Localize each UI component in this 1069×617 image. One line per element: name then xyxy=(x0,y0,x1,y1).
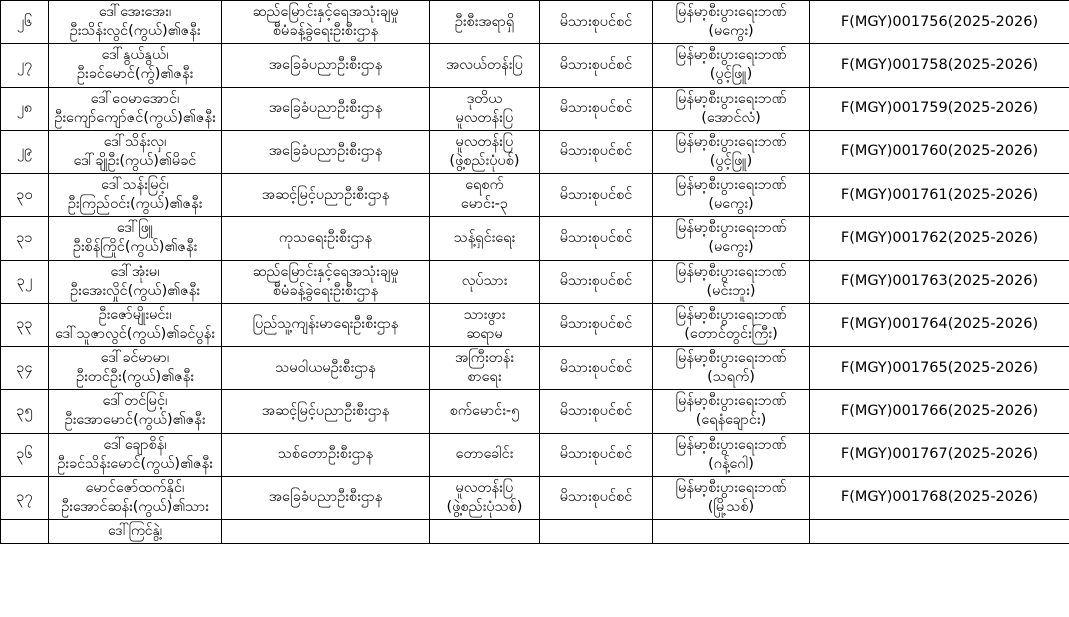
cell-name xyxy=(49,130,222,173)
office-line-1: မြန်မာ့စီးပွားရေးဘဏ် xyxy=(675,393,787,410)
post-line-1: ဒုတိယ xyxy=(466,90,503,107)
post-line-1: မူလတန်းပြ xyxy=(455,479,514,496)
office-line-2: (သရက်) xyxy=(707,369,755,386)
table-row xyxy=(1,87,1069,130)
table-row xyxy=(1,174,1069,217)
cell-post xyxy=(430,174,540,217)
name-line-2: ဦးသိန်းလွင်(ကွယ်)၏ဇနီး xyxy=(69,23,201,40)
cell-reference-code: F(MGY)001765(2025-2026) xyxy=(810,347,1069,390)
cell-pension-type xyxy=(540,520,653,544)
office-line-2: (ပွင့်ဖြူ) xyxy=(709,152,753,169)
cell-office xyxy=(653,476,810,519)
cell-department xyxy=(222,174,430,217)
cell-name xyxy=(49,347,222,390)
cell-department xyxy=(222,303,430,346)
cell-pension-type: မိသားစုပင်စင် xyxy=(540,433,653,476)
name-line-1: ဒေါ်အုံးမ၊ xyxy=(110,263,160,280)
cell-department xyxy=(222,520,430,544)
office-line-1: မြန်မာ့စီးပွားရေးဘဏ် xyxy=(675,479,787,496)
cell-serial-number: ၃၆ xyxy=(1,433,49,476)
cell-serial-number: ၃၁ xyxy=(1,217,49,260)
name-line-1: ဒေါ်ဖြူ xyxy=(116,220,154,237)
department-line-2: စီမံခန့်ခွဲရေးဦးစီးဌာန xyxy=(272,23,379,40)
department-line-1: သမဝါယမဦးစီးဌာန xyxy=(275,359,376,376)
cell-name xyxy=(49,520,222,544)
table-row xyxy=(1,130,1069,173)
post-line-2: (ဖွဲ့စည်းပုံပစ်) xyxy=(449,152,520,169)
post-line-1: ဦးစီးအရာရှိ xyxy=(454,13,515,30)
post-line-1: လုပ်သား xyxy=(461,273,508,290)
cell-post xyxy=(430,217,540,260)
cell-department xyxy=(222,87,430,130)
table-row-partial xyxy=(1,520,1069,544)
department-line-1: ဆည်မြောင်းနှင့်ရေအသုံးချမှု xyxy=(252,263,399,280)
cell-office xyxy=(653,303,810,346)
cell-pension-type: မိသားစုပင်စင် xyxy=(540,303,653,346)
name-line-2: ဦးစိန်ကြိုင်(ကွယ်)၏ဇနီး xyxy=(72,239,198,256)
table-row xyxy=(1,347,1069,390)
cell-post xyxy=(430,520,540,544)
cell-reference-code: F(MGY)001762(2025-2026) xyxy=(810,217,1069,260)
name-line-1: ဒေါ်တင်မြင့်၊ xyxy=(102,393,168,410)
department-line-1: အခြေခံပညာဦးစီးဌာန xyxy=(268,489,383,506)
cell-name xyxy=(49,390,222,433)
cell-serial-number: ၃၂ xyxy=(1,260,49,303)
office-line-1: မြန်မာ့စီးပွားရေးဘဏ် xyxy=(675,177,787,193)
office-line-1: မြန်မာ့စီးပွားရေးဘဏ် xyxy=(675,263,787,280)
office-line-1: မြန်မာ့စီးပွားရေးဘဏ် xyxy=(675,90,787,107)
cell-serial-number: ၃၇ xyxy=(1,476,49,519)
cell-post xyxy=(430,130,540,173)
cell-office xyxy=(653,44,810,87)
cell-post xyxy=(430,44,540,87)
cell-name xyxy=(49,303,222,346)
cell-post xyxy=(430,1,540,44)
post-line-1: ရေစက် xyxy=(465,177,504,193)
cell-office xyxy=(653,347,810,390)
cell-office xyxy=(653,433,810,476)
cell-post xyxy=(430,433,540,476)
cell-serial-number xyxy=(1,520,49,544)
name-line-1: ဒေါ်ခင်မာမာ၊ xyxy=(100,350,170,366)
post-line-2: (ဖွဲ့စည်းပုံသစ်) xyxy=(446,498,523,515)
cell-reference-code: F(MGY)001763(2025-2026) xyxy=(810,260,1069,303)
name-line-2: ဦးအောမောင်(ကွယ်)၏ဇနီး xyxy=(64,412,206,429)
cell-serial-number: ၃၅ xyxy=(1,390,49,433)
post-line-1: အကြီးတန်း xyxy=(455,350,514,366)
cell-office xyxy=(653,87,810,130)
cell-office xyxy=(653,260,810,303)
cell-post xyxy=(430,390,540,433)
office-line-2: (မြို့သစ်) xyxy=(707,498,755,515)
name-line-2: ဦးအောင်ဆန်း(ကွယ်)၏သား xyxy=(61,498,209,515)
cell-pension-type: မိသားစုပင်စင် xyxy=(540,174,653,217)
cell-reference-code: F(MGY)001758(2025-2026) xyxy=(810,44,1069,87)
cell-department xyxy=(222,217,430,260)
cell-reference-code: F(MGY)001764(2025-2026) xyxy=(810,303,1069,346)
name-line-1: ဒေါ်အေးအေး၊ xyxy=(98,4,172,20)
office-line-1: မြန်မာ့စီးပွားရေးဘဏ် xyxy=(675,47,787,64)
department-line-1: အခြေခံပညာဦးစီးဌာန xyxy=(268,100,383,117)
cell-name xyxy=(49,87,222,130)
department-line-1: အခြေခံပညာဦးစီးဌာန xyxy=(268,56,383,73)
post-line-2: စာရေး xyxy=(467,369,502,386)
name-line-2: ဦးတင်ဦး(ကွယ်)၏ဇနီး xyxy=(76,369,194,386)
post-line-1: သားဖွား xyxy=(463,306,506,323)
cell-name xyxy=(49,1,222,44)
office-line-1: မြန်မာ့စီးပွားရေးဘဏ် xyxy=(675,350,787,366)
department-line-1: ပြည်သူ့ကျန်းမာရေးဦးစီးဌာန xyxy=(252,316,399,333)
cell-reference-code xyxy=(810,520,1069,544)
department-line-1: ကုသရေးဦးစီးဌာန xyxy=(278,229,373,246)
cell-name xyxy=(49,174,222,217)
department-line-1: ဆည်မြောင်းနှင့်ရေအသုံးချမှု xyxy=(252,4,399,20)
post-line-1: အလယ်တန်းပြ xyxy=(446,56,523,73)
table-row xyxy=(1,390,1069,433)
cell-reference-code: F(MGY)001767(2025-2026) xyxy=(810,433,1069,476)
cell-pension-type: မိသားစုပင်စင် xyxy=(540,44,653,87)
cell-reference-code: F(MGY)001759(2025-2026) xyxy=(810,87,1069,130)
cell-post xyxy=(430,347,540,390)
table-row xyxy=(1,44,1069,87)
office-line-2: (အောင်လံ) xyxy=(701,109,761,126)
name-line-1: ဒေါ်ကြင်နွဲ့၊ xyxy=(108,523,162,539)
office-line-2: (ရေနံချောင်း) xyxy=(695,412,767,429)
office-line-2: (မကွေး) xyxy=(708,239,754,256)
cell-post xyxy=(430,476,540,519)
cell-pension-type: မိသားစုပင်စင် xyxy=(540,476,653,519)
cell-pension-type: မိသားစုပင်စင် xyxy=(540,1,653,44)
cell-department xyxy=(222,1,430,44)
cell-reference-code: F(MGY)001760(2025-2026) xyxy=(810,130,1069,173)
name-line-1: ဒေါ်နွယ်နွယ်၊ xyxy=(101,47,169,64)
post-line-2: မောင်း-၃ xyxy=(460,196,509,213)
cell-office xyxy=(653,390,810,433)
name-line-2: ဦးကျော်ကျော်ဇင်(ကွယ်)၏ဇနီး xyxy=(54,109,216,126)
name-line-2: ဒေါ်ချိုဦး(ကွယ်)၏မိခင် xyxy=(73,152,197,169)
cell-office xyxy=(653,1,810,44)
cell-office xyxy=(653,130,810,173)
table-row xyxy=(1,303,1069,346)
post-line-1: မူလတန်းပြ xyxy=(455,133,514,150)
table-row xyxy=(1,260,1069,303)
cell-serial-number: ၃၀ xyxy=(1,174,49,217)
office-line-1: မြန်မာ့စီးပွားရေးဘဏ် xyxy=(675,306,787,323)
post-line-2: ဆရာမ xyxy=(466,325,503,342)
cell-reference-code: F(MGY)001766(2025-2026) xyxy=(810,390,1069,433)
name-line-1: ဒေါ်ဝေမာအောင်၊ xyxy=(90,90,180,107)
cell-department xyxy=(222,130,430,173)
cell-pension-type: မိသားစုပင်စင် xyxy=(540,347,653,390)
name-line-2: ဦးကြည်ဝင်း(ကွယ်)၏ဇနီး xyxy=(67,196,203,213)
cell-name xyxy=(49,476,222,519)
office-line-2: (ဂန့်ဂေါ) xyxy=(708,455,754,472)
post-line-1: တောခေါင်း xyxy=(455,446,514,463)
cell-serial-number: ၂၈ xyxy=(1,87,49,130)
name-line-1: ဦးဇော်မျိုးမင်း၊ xyxy=(98,306,172,323)
office-line-1: မြန်မာ့စီးပွားရေးဘဏ် xyxy=(675,220,787,237)
cell-post xyxy=(430,303,540,346)
cell-office xyxy=(653,174,810,217)
name-line-2: ဒေါ်သူဇာလွင်(ကွယ်)၏ခင်ပွန်း xyxy=(55,325,215,342)
cell-reference-code: F(MGY)001756(2025-2026) xyxy=(810,1,1069,44)
cell-pension-type: မိသားစုပင်စင် xyxy=(540,390,653,433)
name-line-2: ဦးခင်မောင်(ကွ်)၏ဇနီး xyxy=(76,66,194,83)
cell-department xyxy=(222,476,430,519)
cell-department xyxy=(222,433,430,476)
office-line-2: (မကွေး) xyxy=(708,23,754,40)
department-line-1: အခြေခံပညာဦးစီးဌာန xyxy=(268,143,383,160)
name-line-1: ဒေါ်သန်းမြင့်၊ xyxy=(101,177,169,193)
table-body xyxy=(1,1,1069,544)
cell-pension-type: မိသားစုပင်စင် xyxy=(540,260,653,303)
cell-post xyxy=(430,87,540,130)
office-line-2: (ပွင့်ဖြူ) xyxy=(709,66,753,83)
table-row xyxy=(1,476,1069,519)
cell-department xyxy=(222,390,430,433)
cell-serial-number: ၂၉ xyxy=(1,130,49,173)
cell-pension-type: မိသားစုပင်စင် xyxy=(540,130,653,173)
office-line-1: မြန်မာ့စီးပွားရေးဘဏ် xyxy=(675,4,787,20)
name-line-2: ဦးအေးလှိုင်(ကွယ်)၏ဇနီး xyxy=(70,282,200,299)
department-line-1: အဆင့်မြင့်ပညာဦးစီးဌာန xyxy=(261,186,390,203)
name-line-1: ဒေါ်ချောစိန်၊ xyxy=(103,436,167,453)
office-line-2: (တောင်တွင်းကြီး) xyxy=(684,325,778,342)
cell-serial-number: ၃၄ xyxy=(1,347,49,390)
cell-name xyxy=(49,260,222,303)
office-line-2: (မင်းဘူး) xyxy=(706,282,756,299)
cell-serial-number: ၂၆ xyxy=(1,1,49,44)
cell-department xyxy=(222,347,430,390)
name-line-2: ဦးခင်သိန်းမောင်(ကွယ်)၏ဇနီး xyxy=(57,455,213,472)
office-line-1: မြန်မာ့စီးပွားရေးဘဏ် xyxy=(675,436,787,453)
cell-office xyxy=(653,217,810,260)
name-line-1: မောင်ဇော်ထက်နိုင်၊ xyxy=(85,479,185,496)
cell-name xyxy=(49,44,222,87)
office-line-2: (မကွေး) xyxy=(708,196,754,213)
cell-office xyxy=(653,520,810,544)
department-line-1: သစ်တောဦးစီးဌာန xyxy=(277,446,374,463)
cell-pension-type: မိသားစုပင်စင် xyxy=(540,217,653,260)
post-line-1: သန့်ရှင်းရေး xyxy=(453,229,516,246)
cell-serial-number: ၃၃ xyxy=(1,303,49,346)
cell-department xyxy=(222,260,430,303)
cell-pension-type: မိသားစုပင်စင် xyxy=(540,87,653,130)
cell-reference-code: F(MGY)001761(2025-2026) xyxy=(810,174,1069,217)
department-line-1: အဆင့်မြင့်ပညာဦးစီးဌာန xyxy=(261,402,390,419)
table-row xyxy=(1,217,1069,260)
cell-name xyxy=(49,217,222,260)
cell-department xyxy=(222,44,430,87)
office-line-1: မြန်မာ့စီးပွားရေးဘဏ် xyxy=(675,133,787,150)
cell-post xyxy=(430,260,540,303)
post-line-2: မူလတန်းပြ xyxy=(455,109,514,126)
post-line-1: စက်မောင်း-၅ xyxy=(449,402,520,419)
table-row xyxy=(1,433,1069,476)
name-line-1: ဒေါ်သိန်းလှ၊ xyxy=(103,133,167,150)
cell-serial-number: ၂၇ xyxy=(1,44,49,87)
cell-reference-code: F(MGY)001768(2025-2026) xyxy=(810,476,1069,519)
table-row xyxy=(1,1,1069,44)
department-line-2: စီမံခန့်ခွဲရေးဦးစီးဌာန xyxy=(272,282,379,299)
cell-name xyxy=(49,433,222,476)
